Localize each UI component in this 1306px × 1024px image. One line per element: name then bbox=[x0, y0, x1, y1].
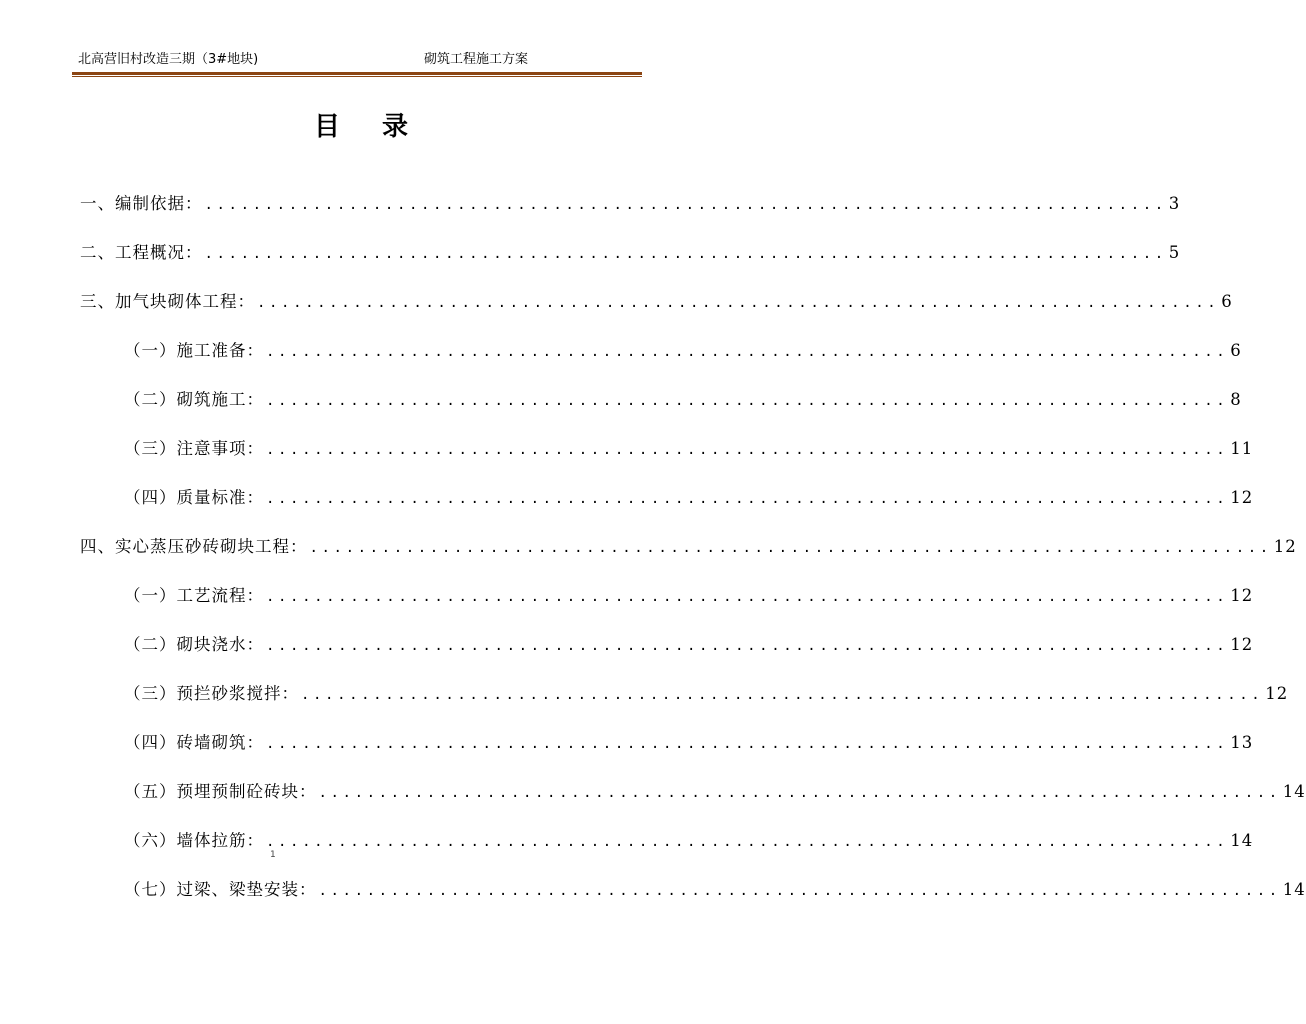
toc-leader-dots: ................................................................................ bbox=[318, 785, 1281, 801]
toc-leader-dots: ................................................................................ bbox=[266, 393, 1229, 409]
toc-title-char-1: 目 bbox=[313, 112, 342, 142]
toc-leader-dots: ................................................................................ bbox=[266, 491, 1229, 507]
toc-entry-label: （三）预拦砂浆搅拌： bbox=[124, 684, 299, 703]
toc-entry[interactable] bbox=[124, 778, 1306, 802]
toc-entry[interactable] bbox=[124, 435, 1254, 459]
toc-entry[interactable] bbox=[124, 729, 1254, 753]
toc-entry-label: （七）过梁、梁垫安装： bbox=[124, 880, 317, 899]
toc-entry-label: （二）砌筑施工： bbox=[124, 390, 264, 409]
toc-entry[interactable] bbox=[124, 484, 1254, 508]
toc-entry[interactable] bbox=[124, 876, 1306, 900]
toc-entry-page: 6 bbox=[1221, 292, 1233, 311]
toc-entry[interactable] bbox=[124, 680, 1289, 704]
toc-entry-label: （四）质量标准： bbox=[124, 488, 264, 507]
toc-entry-page: 12 bbox=[1265, 684, 1289, 703]
toc-entry[interactable] bbox=[80, 190, 1181, 214]
toc-leader-dots: ................................................................................ bbox=[266, 834, 1229, 850]
toc-entry-label: （一）施工准备： bbox=[124, 341, 264, 360]
page-number: 1 bbox=[270, 850, 276, 860]
toc-entry-label: 三、加气块砌体工程： bbox=[80, 292, 255, 311]
toc-entry[interactable] bbox=[124, 386, 1242, 410]
toc-entry-label: （三）注意事项： bbox=[124, 439, 264, 458]
toc-leader-dots: ................................................................................ bbox=[266, 589, 1229, 605]
toc-entry-page: 14 bbox=[1282, 880, 1306, 899]
toc-entry-page: 5 bbox=[1168, 243, 1181, 262]
header-project-name: 北高营旧村改造三期（3#地块) bbox=[78, 52, 259, 67]
toc-leader-dots: ................................................................................ bbox=[266, 638, 1229, 654]
toc-title-char-2: 录 bbox=[382, 112, 411, 142]
toc-entry-label: （五）预埋预制砼砖块： bbox=[124, 782, 317, 801]
toc-entry-page: 14 bbox=[1282, 782, 1306, 801]
toc-leader-dots: ................................................................................ bbox=[301, 687, 1264, 703]
toc-leader-dots: ................................................................................ bbox=[204, 246, 1167, 262]
toc-entry-page: 12 bbox=[1230, 635, 1254, 654]
toc-leader-dots: ................................................................................ bbox=[266, 442, 1229, 458]
toc-entry-label: （六）墙体拉筋： bbox=[124, 831, 264, 850]
toc-leader-dots: ................................................................................ bbox=[204, 197, 1167, 213]
toc-leader-dots: ................................................................................ bbox=[309, 540, 1272, 556]
toc-entry-page: 12 bbox=[1273, 537, 1297, 556]
toc-entry-label: （四）砖墙砌筑： bbox=[124, 733, 264, 752]
toc-entry[interactable] bbox=[124, 631, 1254, 655]
toc-leader-dots: ................................................................................ bbox=[266, 344, 1229, 360]
toc-entry[interactable] bbox=[80, 533, 1297, 557]
toc-entry-page: 13 bbox=[1230, 733, 1254, 752]
toc-entry-label: 四、实心蒸压砂砖砌块工程： bbox=[80, 537, 308, 556]
toc-entry-page: 14 bbox=[1230, 831, 1254, 850]
toc-entry-page: 8 bbox=[1230, 390, 1242, 409]
toc-entry[interactable] bbox=[80, 239, 1181, 263]
header-document-title: 砌筑工程施工方案 bbox=[424, 52, 529, 67]
toc-entry[interactable] bbox=[80, 288, 1233, 312]
toc-leader-dots: ................................................................................ bbox=[257, 295, 1220, 311]
toc-entry-page: 6 bbox=[1230, 341, 1242, 360]
toc-entry-label: 二、工程概况： bbox=[80, 243, 203, 262]
toc-leader-dots: ................................................................................ bbox=[318, 883, 1281, 899]
toc-entry[interactable] bbox=[124, 827, 1254, 851]
toc-entry-page: 11 bbox=[1230, 439, 1254, 458]
toc-entry[interactable] bbox=[124, 337, 1242, 361]
toc-entry-page: 12 bbox=[1230, 488, 1254, 507]
toc-entry[interactable] bbox=[124, 582, 1254, 606]
toc-entry-label: （二）砌块浇水： bbox=[124, 635, 264, 654]
toc-leader-dots: ................................................................................ bbox=[266, 736, 1229, 752]
toc-entry-label: （一）工艺流程： bbox=[124, 586, 264, 605]
toc-entry-page: 3 bbox=[1168, 194, 1181, 213]
toc-entry-label: 一、编制依据： bbox=[80, 194, 203, 213]
toc-entry-page: 12 bbox=[1230, 586, 1254, 605]
